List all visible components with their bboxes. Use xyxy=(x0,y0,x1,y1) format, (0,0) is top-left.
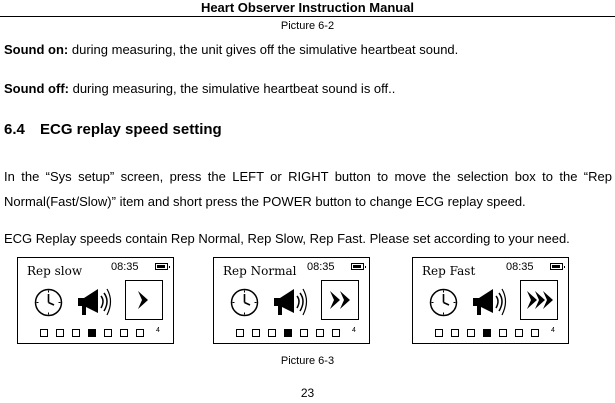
triple-arrow-icon xyxy=(521,281,557,319)
menu-position-square xyxy=(236,329,244,337)
instructions-paragraph: In the “Sys setup” screen, press the LEFT or RIGHT button to move the selection box to the “Rep Normal(Fast/Slow)” item and short press the POWER button to change ECG replay speed. xyxy=(4,169,612,209)
menu-position-square xyxy=(104,329,112,337)
menu-position-square xyxy=(467,329,475,337)
clock-icon xyxy=(34,288,63,317)
figure-caption: Picture 6-3 xyxy=(280,355,335,367)
sound-on-text: during measuring, the unit gives off the simulative heartbeat sound. xyxy=(68,42,459,57)
speeds-paragraph: ECG Replay speeds contain Rep Normal, Rep Slow, Rep Fast. Please set according to your need. xyxy=(4,231,570,246)
clock-icon xyxy=(429,288,458,317)
screen-time: 08:35 xyxy=(111,261,139,273)
screen-time: 08:35 xyxy=(307,261,335,273)
speed-selection-box xyxy=(520,280,558,320)
menu-position-square xyxy=(136,329,144,337)
menu-position-square xyxy=(316,329,324,337)
screen-title: Rep slow xyxy=(27,264,83,278)
sound-off-text: during measuring, the simulative heartbeat sound is off.. xyxy=(68,81,396,96)
menu-position-square xyxy=(531,329,539,337)
double-arrow-icon xyxy=(322,281,358,319)
megaphone-icon xyxy=(471,286,509,318)
battery-icon xyxy=(351,263,364,270)
menu-position-square xyxy=(483,329,491,337)
screen-page-number: 4 xyxy=(156,327,160,334)
menu-position-square xyxy=(284,329,292,337)
section-number: 6.4 xyxy=(4,121,25,138)
menu-position-square xyxy=(88,329,96,337)
sound-on-paragraph xyxy=(4,41,612,58)
menu-position-square xyxy=(268,329,276,337)
battery-icon xyxy=(155,263,168,270)
clock-icon xyxy=(230,288,259,317)
menu-position-square xyxy=(252,329,260,337)
screen-page-number: 4 xyxy=(352,327,356,334)
screen-page-number: 4 xyxy=(551,327,555,334)
header-rule xyxy=(0,16,615,17)
menu-position-square xyxy=(56,329,64,337)
menu-position-square xyxy=(332,329,340,337)
battery-icon xyxy=(550,263,563,270)
sound-off-label: Sound off: xyxy=(4,81,69,96)
screen-title: Rep Normal xyxy=(223,264,297,278)
screen-title: Rep Fast xyxy=(422,264,476,278)
picture-ref-6-2: Picture 6-2 xyxy=(280,20,335,32)
device-screen xyxy=(412,257,569,344)
header-title: Heart Observer Instruction Manual xyxy=(200,0,415,15)
screen-time: 08:35 xyxy=(506,261,534,273)
menu-position-square xyxy=(40,329,48,337)
menu-position-square xyxy=(435,329,443,337)
menu-position-square xyxy=(120,329,128,337)
sound-on-label: Sound on: xyxy=(4,42,69,57)
megaphone-icon xyxy=(272,286,310,318)
sound-off-paragraph xyxy=(4,80,612,97)
menu-position-square xyxy=(515,329,523,337)
menu-position-square xyxy=(300,329,308,337)
menu-position-square xyxy=(451,329,459,337)
speed-selection-box xyxy=(125,280,163,320)
section-heading xyxy=(4,121,222,139)
speed-selection-box xyxy=(321,280,359,320)
section-title: ECG replay speed setting xyxy=(40,121,222,138)
device-screen xyxy=(17,257,174,344)
menu-position-square xyxy=(499,329,507,337)
menu-position-square xyxy=(72,329,80,337)
single-arrow-icon xyxy=(126,281,162,319)
device-screen xyxy=(213,257,370,344)
megaphone-icon xyxy=(76,286,114,318)
page-number: 23 xyxy=(300,386,315,400)
